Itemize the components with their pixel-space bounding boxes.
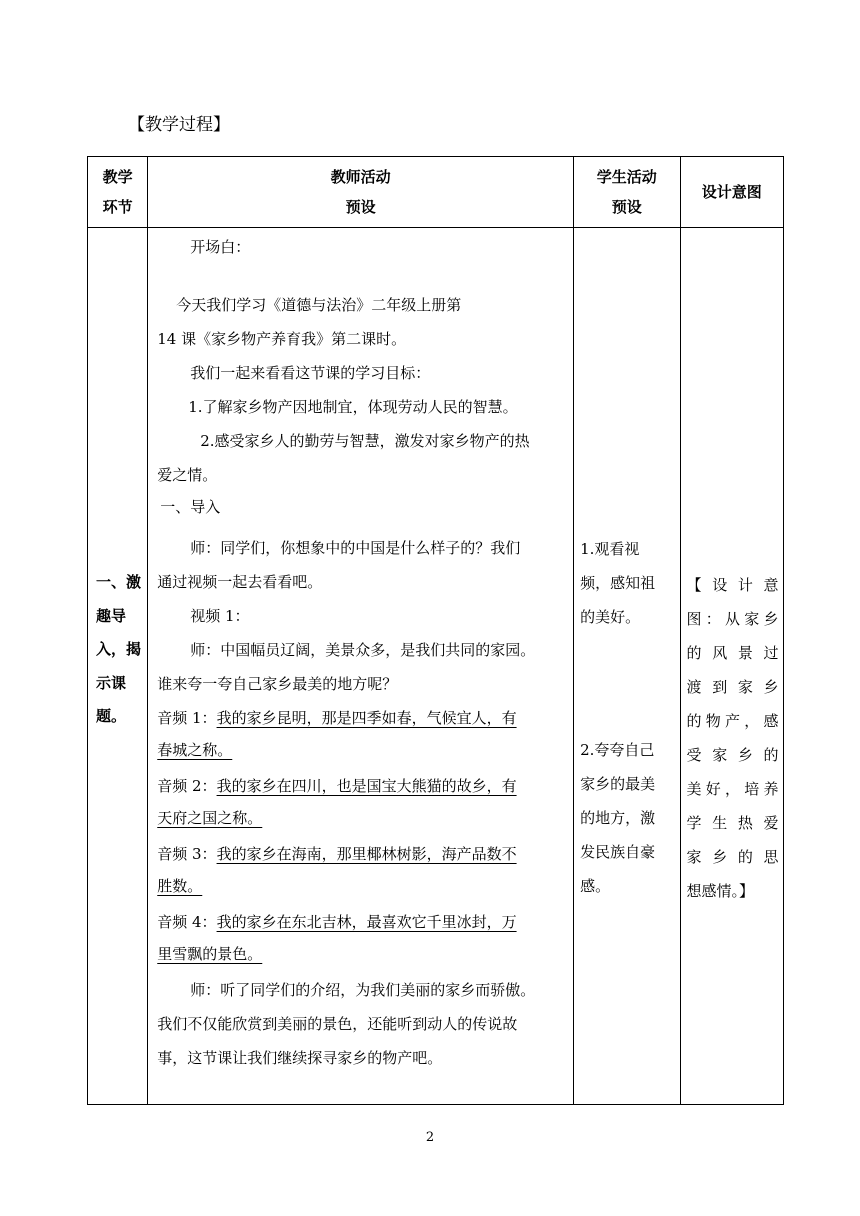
section-title: 一、导入	[160, 498, 221, 516]
header-student-activity: 学生活动 预设	[574, 157, 680, 228]
design-intent-cell	[680, 228, 783, 1105]
closing-line: 事，这节课让我们继续探寻家乡的物产吧。	[157, 1049, 443, 1067]
audio-3-cont: 胜数。	[157, 877, 203, 895]
teacher-line: 师：同学们，你想象中的中国是什么样子的？我们	[190, 539, 521, 557]
table-row	[88, 228, 784, 1105]
stage-label: 一、激 趣导 入，揭 示课 题。	[96, 573, 142, 725]
audio-3: 音频 3：我的家乡在海南，那里椰林树影，海产品数不	[157, 845, 517, 863]
goals-intro: 我们一起来看看这节课的学习目标：	[190, 364, 431, 382]
page-number: 2	[425, 1130, 435, 1145]
section-heading: 【教学过程】	[128, 115, 230, 135]
teacher-activity-cell	[148, 228, 574, 1105]
stage-cell	[88, 228, 148, 1105]
closing-line: 师：听了同学们的介绍，为我们美丽的家乡而骄傲。	[190, 981, 536, 999]
teacher-line: 谁来夸一夸自己家乡最美的地方呢？	[157, 675, 398, 693]
audio-4-cont: 里雪飘的景色。	[157, 945, 263, 963]
goal-item: 2.感受家乡人的勤劳与智慧，激发对家乡物产的热	[200, 432, 530, 450]
opening-label: 开场白：	[190, 238, 251, 256]
header-teacher-activity: 教师活动 预设	[148, 157, 574, 228]
goal-item: 爱之情。	[157, 466, 218, 484]
closing-line: 我们不仅能欣赏到美丽的景色，还能听到动人的传说故	[157, 1015, 518, 1033]
student-activity-2: 2.夸夸自己 家乡的最美 的地方，激 发民族自豪 感。	[580, 741, 656, 895]
teaching-process-table	[87, 156, 784, 1105]
audio-2: 音频 2：我的家乡在四川，也是国宝大熊猫的故乡，有	[157, 777, 517, 795]
student-activity-cell	[574, 228, 680, 1105]
student-activity-1: 1.观看视 频，感知祖 的美好。	[580, 540, 656, 626]
header-stage: 教学 环节	[88, 157, 148, 228]
header-design-intent: 设计意图	[680, 157, 783, 228]
audio-1: 音频 1：我的家乡昆明，那是四季如春，气候宜人，有	[157, 709, 517, 727]
audio-1-cont: 春城之称。	[157, 741, 233, 759]
table-header-row	[88, 157, 784, 228]
design-intent-text: 【 设 计 意 图：从家乡 的 风 景 过 渡 到 家 乡 的物产，感 受 家 乡 的 美好，培养 学 生 热 爱 家 乡 的 思 想感情。】	[686, 576, 779, 900]
teacher-line: 师：中国幅员辽阔，美景众多，是我们共同的家园。	[190, 641, 536, 659]
video-label: 视频 1：	[190, 607, 250, 625]
audio-2-cont: 天府之国之称。	[157, 809, 263, 827]
teacher-line: 通过视频一起去看看吧。	[157, 573, 323, 591]
audio-4: 音频 4：我的家乡在东北吉林，最喜欢它千里冰封，万	[157, 913, 517, 931]
goal-item: 1.了解家乡物产因地制宜，体现劳动人民的智慧。	[188, 398, 518, 416]
intro-text: 14 课《家乡物产养育我》第二课时。	[157, 330, 407, 348]
intro-text: 今天我们学习《道德与法治》二年级上册第	[176, 296, 462, 314]
